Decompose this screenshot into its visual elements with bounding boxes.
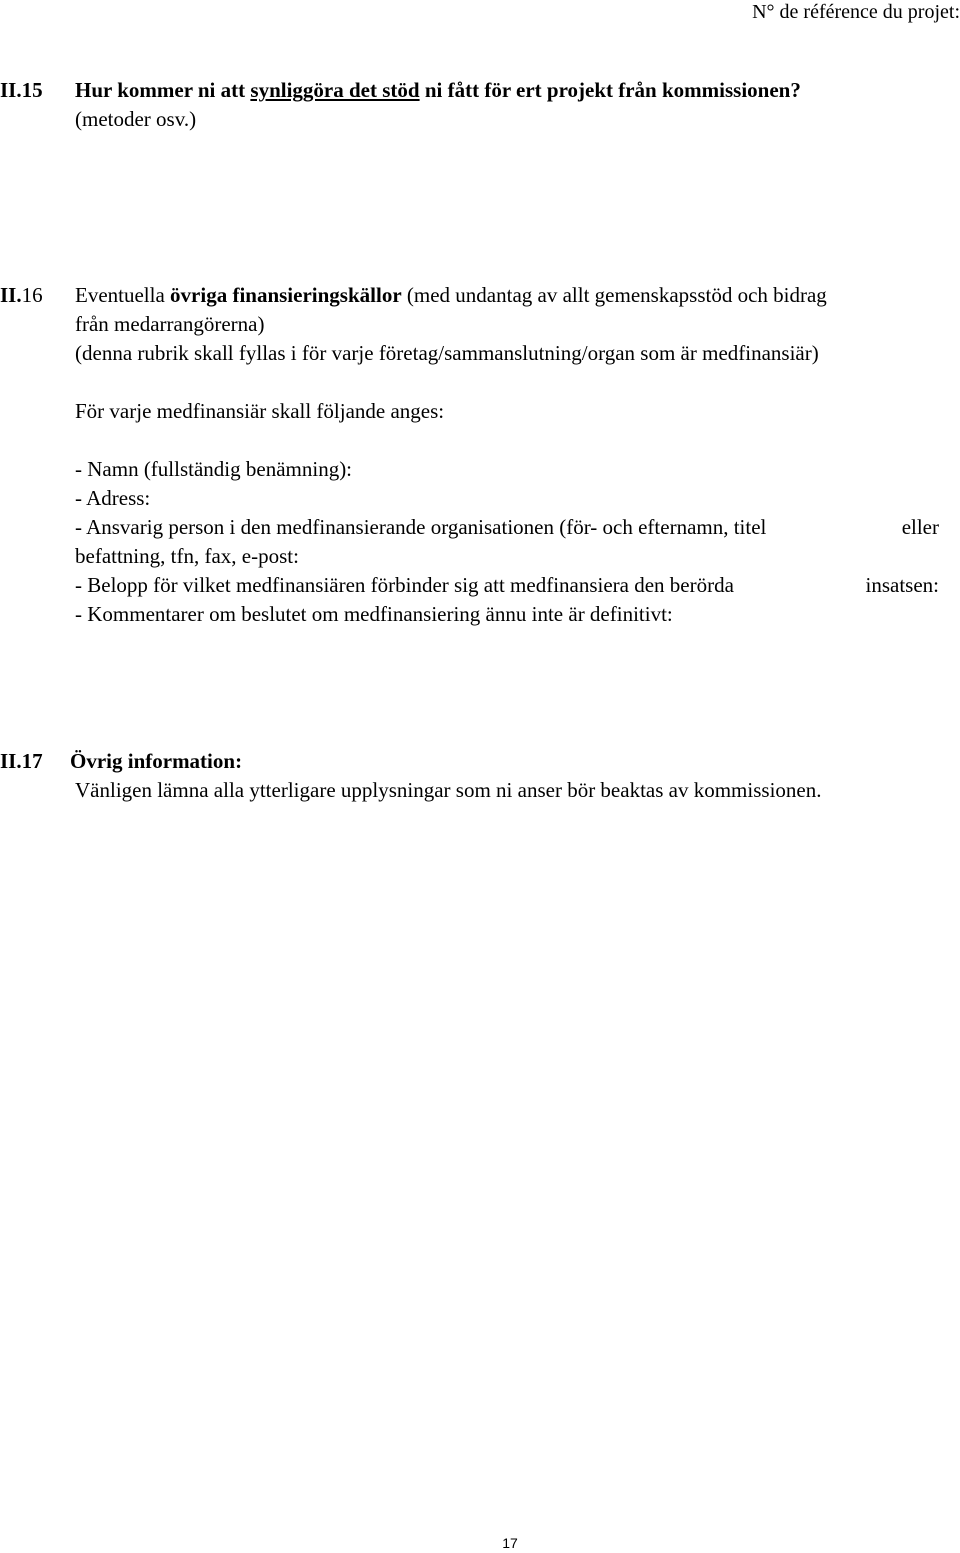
list-item-amount <box>75 571 939 600</box>
section-text-wrap <box>75 776 955 805</box>
section-number-bold: II. <box>0 283 22 307</box>
list-item-responsible-person-cont: befattning, tfn, fax, e-post: <box>75 544 299 568</box>
section-number <box>0 281 43 310</box>
page-number: 17 <box>502 1535 518 1551</box>
section-number-normal: 16 <box>21 283 43 307</box>
responsible-person-text-end: eller <box>901 515 939 539</box>
heading-post: (med undantag av allt gemenskapsstöd och bidrag <box>401 283 827 307</box>
section-heading-line-1 <box>75 281 955 310</box>
section-question <box>75 76 955 105</box>
section-heading-line-2: från medarrangörerna) <box>75 312 265 336</box>
section-instruction: (denna rubrik skall fyllas i för varje företag/sammanslutning/organ som är medfinansiär) <box>75 341 819 365</box>
list-item-comments: - Kommentarer om beslutet om medfinansiering ännu inte är definitivt: <box>75 602 673 626</box>
section-body <box>75 281 955 629</box>
section-intro: För varje medfinansiär skall följande anges: <box>75 399 445 423</box>
spacer <box>75 368 955 397</box>
question-text-underlined: synliggöra det stöd <box>250 78 420 102</box>
heading-pre: Eventuella <box>75 283 171 307</box>
list-item-responsible-person <box>75 513 939 542</box>
section-title: Övrig information: <box>70 749 243 773</box>
amount-text: - Belopp för vilket medfinansiären förbinder sig att medfinansiera den berörda <box>75 573 734 597</box>
reference-number-label: N° de référence du projet: <box>752 1 960 23</box>
section-number: II.17 <box>0 749 43 773</box>
section-number: II.15 <box>0 78 43 102</box>
question-text-1: Hur kommer ni att <box>75 78 251 102</box>
spacer <box>75 426 955 455</box>
section-note: (metoder osv.) <box>75 107 197 131</box>
amount-text-end: insatsen: <box>865 573 939 597</box>
section-text: Vänligen lämna alla ytterligare upplysningar som ni anser bör beaktas av kommissionen. <box>75 778 822 802</box>
question-text-2: ni fått för ert projekt från kommissionen? <box>419 78 801 102</box>
section-body <box>75 76 955 134</box>
list-item-address: - Adress: <box>75 486 151 510</box>
list-item-name: - Namn (fullständig benämning): <box>75 457 353 481</box>
section-body <box>70 747 950 776</box>
responsible-person-text: - Ansvarig person i den medfinansierande organisationen (för- och efternamn, titel <box>75 515 767 539</box>
heading-bold: övriga finansieringskällor <box>170 283 402 307</box>
